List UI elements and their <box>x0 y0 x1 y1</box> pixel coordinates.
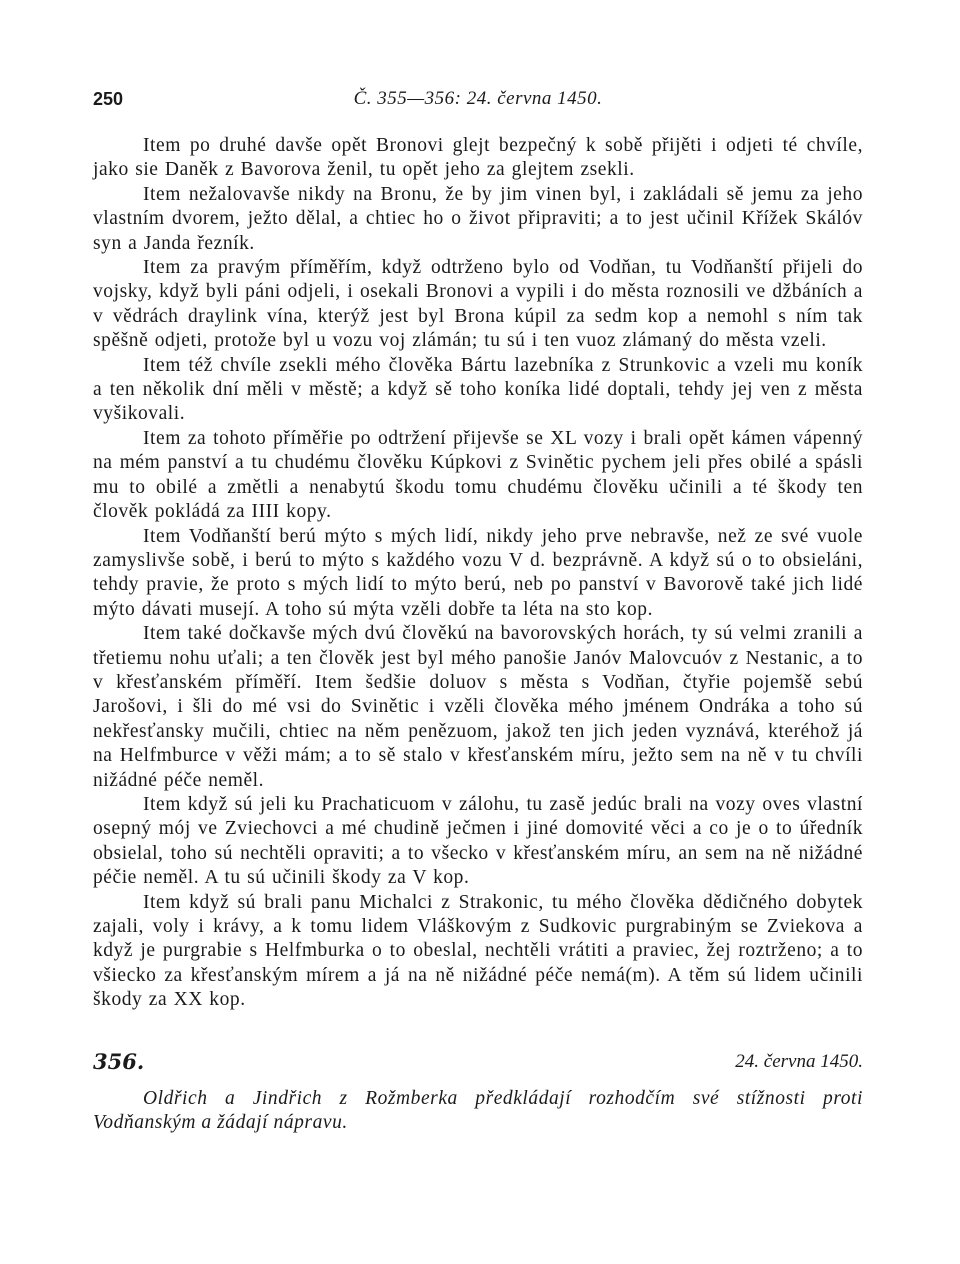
page-number: 250 <box>93 89 124 109</box>
paragraph: Item nežalovavše nikdy na Bronu, že by jim vinen byl, i zakládali sě jemu za jeho vlastním dvorem, ježto dělal, a chtiec ho o život připraviti; a to jest učinil Křížek Skálóv syn a Janda řezník. <box>93 183 863 254</box>
paragraph: Item když sú brali panu Michalci z Strakonic, tu mého člověka dědičného dobytek zajali, voly i krávy, a k tomu lidem Vláškovým z Sudkovic purgrabiným se Zviekova a když je purgrabie s Helfmburka o to obeslal, nechtěli vrátiti a praviec, žej roztrženo; a to všiecko za křesťanským mírem a já na ně nižádné péče nemá(m). A těm sú lidem učinili škody za XX kop. <box>93 891 863 1011</box>
document-date: 24. června 1450. <box>735 1050 863 1072</box>
running-title: Č. 355—356: 24. června 1450. <box>353 88 603 109</box>
paragraph: Item po druhé davše opět Bronovi glejt bezpečný k sobě přijěti i odjeti té chvíle, jako sie Daněk z Bavorova ženil, tu opět jeho za glejtem zsekli. <box>93 135 863 181</box>
paragraph: Item také dočkavše mých dvú člověkú na bavorovských horách, ty sú velmi zranili a třetiemu nohu uťali; a ten člověk jest byl mého panošie Janóv Malovcuóv z Nestanic, a to v křesťanském příměří. Item šedšie doluov s města s Vodňan, čtyřie pojemšě sebú Jarošovi, i šli do mé vsi do Svinětic i vzěli člověka mého jménem Ondráka a toho sú nekřesťansky mučili, chtiec na něm penězuom, jakož ten jich jeden vyznává, kteréhož já na Helfmburce v věži mám; a to sě stalo v křesťanském míru, ježto sem na ně v tu chvíli nižádné péče neměl. <box>93 623 863 791</box>
book-page <box>93 84 863 1135</box>
paragraph: Item Vodňanští berú mýto s mých lidí, nikdy jeho prve nebravše, než ze své vuole zamyslivše sobě, i berú to mýto s každého vozu V d. bezprávně. A když sú o to obsieláni, tehdy pravie, že proto s mých lidí to mýto berú, neb po panství v Bavorově také jich lidé mýto dávati musejí. A toho sú mýta vzěli dobře ta léta na sto kop. <box>93 525 863 620</box>
running-header <box>93 84 863 114</box>
document-summary: Oldřich a Jindřich z Rožmberka předkládají rozhodčím své stížnosti proti Vodňanským a žádají nápravu. <box>93 1087 863 1134</box>
document-number: 356. <box>93 1048 145 1074</box>
paragraph: Item když sú jeli ku Prachaticuom v zálohu, tu zasě jedúc brali na vozy oves vlastní osepný mój ve Zviechovci a mé chudině ječmen i jiné domovité věci a co je o to úředník obsielal, toho sú nechtěli opraviti; a to všecko v křesťanském míru, an sem na ně nižádné péčie neměl. A tu sú učinili škody za V kop. <box>93 793 863 889</box>
paragraph: Item za pravým příměřím, když odtrženo bylo od Vodňan, tu Vodňanští přijeli do vojsky, když byli páni odjeli, i osekali Bronovi a vypili i do města roznosili ve džbáních a v vědrách draylink vína, kterýž jest byl Brona kúpil za sedm kop a nemohl s ním tak spěšně odjeti, protože byl u vozu voj zlámán; tu sú i ten vuoz zlámaný do města vzeli. <box>93 257 863 352</box>
paragraph: Item též chvíle zsekli mého člověka Bártu lazebníka z Strunkovic a vzeli mu koník a ten několik dní měli v městě; a když sě toho koníka lidé doptali, tehdy jej ven z města vyšikovali. <box>93 354 863 425</box>
paragraph: Item za tohoto příměřie po odtržení přijevše se XL vozy i brali opět kámen vápenný na mém panství a tu chudému člověku Kúpkovi z Svinětic pychem jeli přes obilé a spásli mu to obilé a změtli a nenabytú škodu tomu chudému člověku učinili a té škody ten člověk pokládá za IIII kopy. <box>93 427 863 523</box>
document-heading <box>93 1047 863 1077</box>
document-355-text <box>93 134 863 1013</box>
